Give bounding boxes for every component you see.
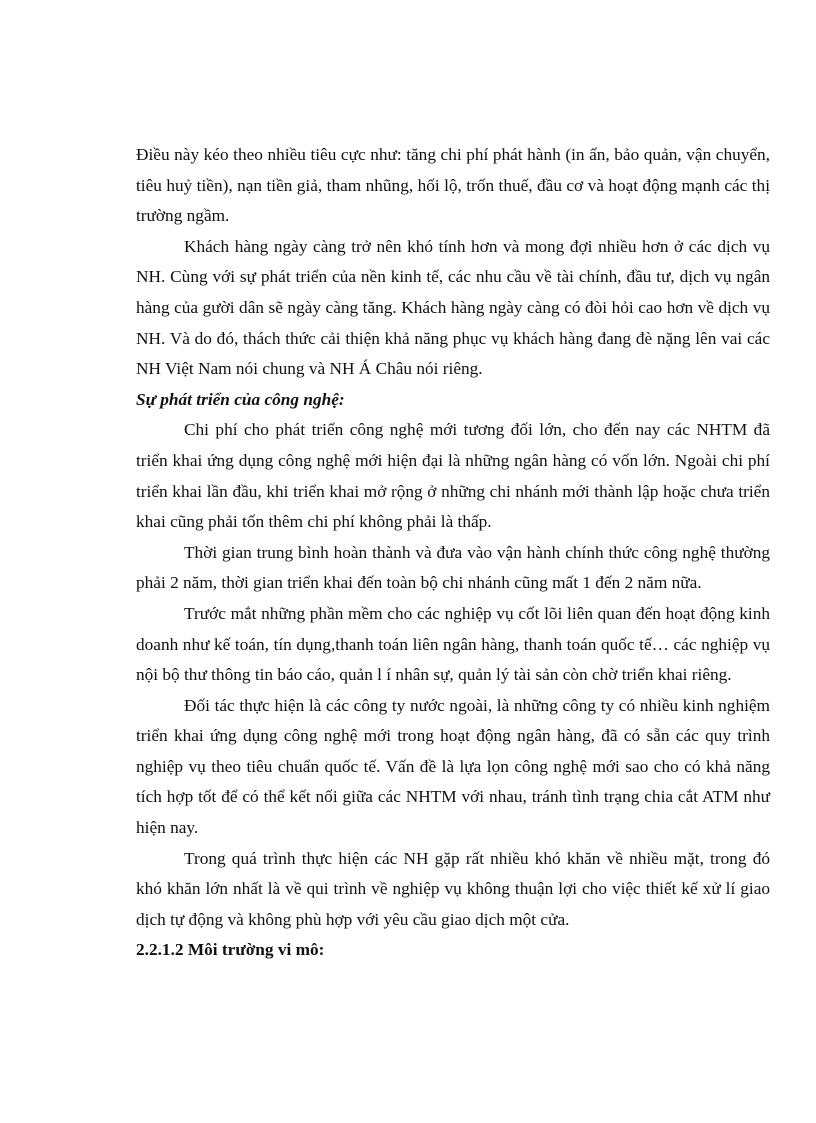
section-heading-text: 2.2.1.2 Môi trường vi mô: (136, 940, 325, 960)
paragraph-software: Trước mắt những phần mềm cho các nghiệp vụ cốt lõi liên quan đến hoạt động kinh doanh như kế toán, tín dụng,thanh toán liên ngân hàng, thanh toán quốc tế… các nghiệp vụ nội bộ thư thông tin báo cáo, quản l í nhân sự, quản lý tài sản còn chờ triển khai riêng. (136, 603, 770, 685)
paragraph-partners: Đối tác thực hiện là các công ty nước ngoài, là những công ty có nhiều kinh nghiệm triển khai ứng dụng công nghệ mới trong hoạt động ngân hàng, đã có sẵn các quy trình nghiệp vụ theo tiêu chuẩn quốc tế. Vấn đề là lựa lọn công nghệ mới sao cho có khả năng tích hợp tốt để có thể kết nối giữa các NHTM với nhau, tránh tình trạng chia cắt ATM như hiện nay. (136, 695, 770, 838)
subheading-technology: Sự phát triển của công nghệ: (136, 389, 345, 409)
paragraph-costs: Điều này kéo theo nhiều tiêu cực như: tăng chi phí phát hành (in ấn, bảo quản, vận chuyển, tiêu huỷ tiền), nạn tiền giả, tham nhũng, hối lộ, trốn thuế, đầu cơ và hoạt động mạnh các thị trường ngầm. (136, 145, 770, 226)
paragraph-tech-time: Thời gian trung bình hoàn thành và đưa vào vận hành chính thức công nghệ thường phải 2 năm, thời gian triển khai đến toàn bộ chi nhánh cũng mất 1 đến 2 năm nữa. (136, 542, 770, 593)
document-page (136, 140, 770, 966)
paragraph-customers: Khách hàng ngày càng trở nên khó tính hơn và mong đợi nhiều hơn ở các dịch vụ NH. Cùng với sự phát triển của nền kinh tế, các nhu cầu về tài chính, đầu tư, dịch vụ ngân hàng của gười dân sẽ ngày càng tăng. Khách hàng ngày càng có đòi hỏi cao hơn về dịch vụ NH. Và do đó, thách thức cải thiện khả năng phục vụ khách hàng đang đè nặng lên vai các NH Việt Nam nói chung và NH Á Châu nói riêng. (136, 236, 770, 379)
paragraph-tech-cost: Chi phí cho phát triển công nghệ mới tương đối lớn, cho đến nay các NHTM đã triển khai ứng dụng công nghệ mới hiện đại là những ngân hàng có vốn lớn. Ngoài chi phí triển khai lần đầu, khi triển khai mở rộng ở những chi nhánh mới thành lập hoặc chưa triển khai cũng phải tốn thêm chi phí không phải là thấp. (136, 420, 770, 532)
paragraph-difficulties: Trong quá trình thực hiện các NH gặp rất nhiều khó khăn về nhiều mặt, trong đó khó khăn lớn nhất là về qui trình về nghiệp vụ không thuận lợi cho việc thiết kế xử lí giao dịch tự động và không phù hợp với yêu cầu giao dịch một cửa. (136, 848, 770, 929)
section-heading-micro-environment (136, 935, 770, 966)
